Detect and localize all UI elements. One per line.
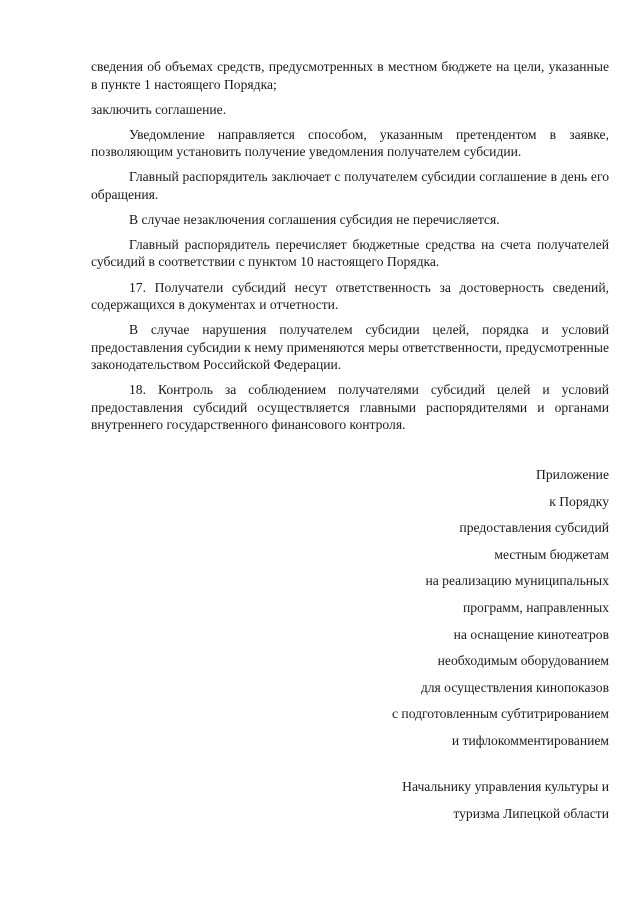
addressee-block [309,778,609,832]
paragraph-funds-info: сведения об объемах средств, предусмотренных в местном бюджете на цели, указанные в пункте 1 настоящего Порядка; [91,59,609,92]
paragraph-agreement-day: Главный распорядитель заключает с получателем субсидии соглашение в день его обращения. [91,169,609,202]
paragraph-18-control: 18. Контроль за соблюдением получателями субсидий целей и условий предоставления субсидий осуществляется главными распорядителями и органами внутреннего государственного финансового контроля. [91,382,609,433]
appendix-line: предоставления субсидий [459,520,609,536]
paragraph-transfer-funds: Главный распорядитель перечисляет бюджетные средства на счета получателей субсидий в соответствии с пунктом 10 настоящего Порядка. [91,236,609,270]
appendix-line: к Порядку [549,493,609,509]
appendix-line: с подготовленным субтитрированием [391,706,609,722]
appendix-heading [309,466,609,759]
appendix-line: для осуществления кинопоказов [420,679,609,695]
paragraph-notification-method: Уведомление направляется способом, указанным претендентом в заявке, позволяющим установить получение уведомления получателем субсидии. [91,126,609,160]
paragraph-no-agreement: В случае незаключения соглашения субсидия не перечисляется. [129,211,500,227]
appendix-line: и тифлокомментированием [451,732,609,748]
appendix-line: на реализацию муниципальных [425,573,609,589]
appendix-line: Приложение [536,467,609,482]
appendix-line: на оснащение кинотеатров [453,626,609,642]
appendix-line: местным бюджетам [494,546,609,562]
paragraph-violation-measures: В случае нарушения получателем субсидии целей, порядка и условий предоставления субсидии к нему применяются меры ответственности, предусмотренные законодательством Российской Федерации. [91,322,609,373]
appendix-line: необходимым оборудованием [437,653,609,669]
body-text [91,58,609,441]
paragraph-conclude-agreement: заключить соглашение. [91,101,227,117]
appendix-line: программ, направленных [462,599,609,615]
addressee-line: туризма Липецкой области [453,806,609,821]
paragraph-17-responsibility: 17. Получатели субсидий несут ответственность за достоверность сведений, содержащихся в документах и отчетности. [91,279,609,313]
addressee-line: Начальнику управления культуры и [402,779,609,794]
